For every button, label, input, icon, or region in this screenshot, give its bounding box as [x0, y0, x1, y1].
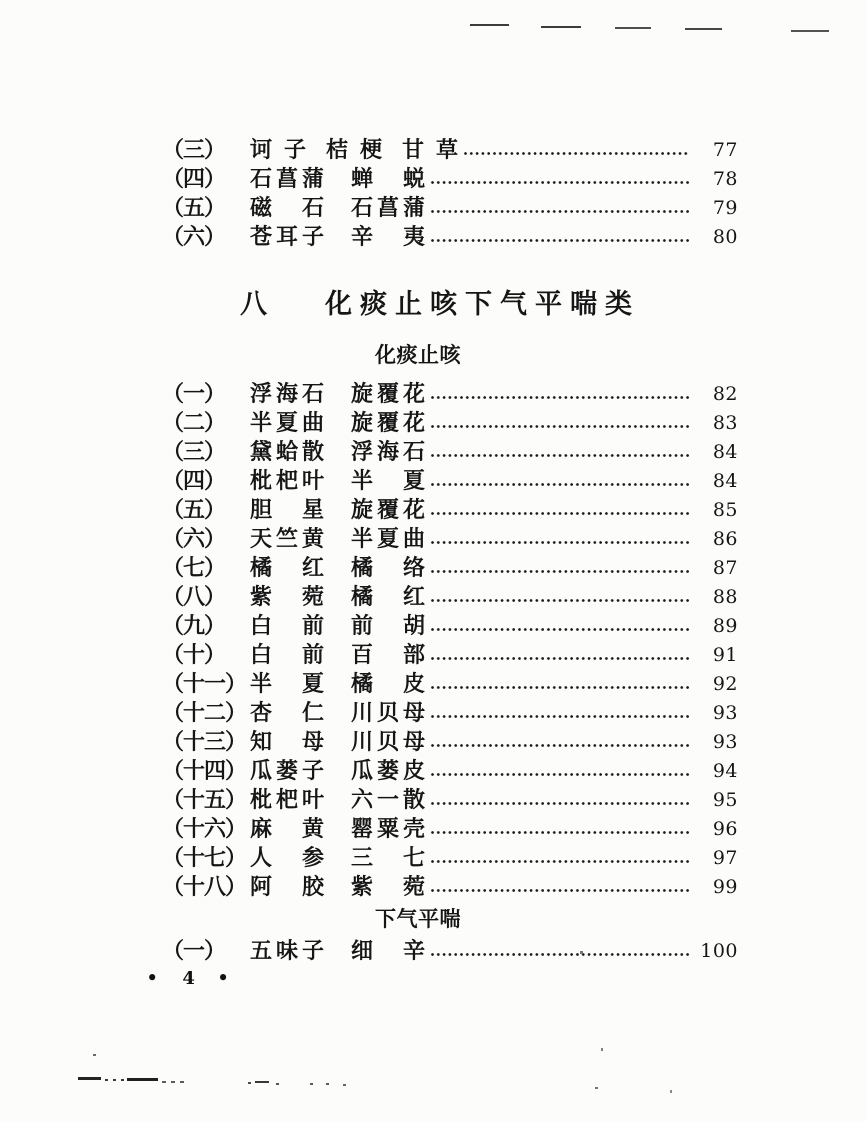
toc-entry-number: （十四）	[162, 759, 247, 784]
toc-entry	[162, 670, 738, 699]
dotted-leader	[430, 569, 689, 574]
dotted-leader	[430, 801, 689, 806]
herb-name: 川贝母	[351, 701, 425, 726]
toc-entry	[162, 612, 738, 641]
dotted-leader	[430, 627, 689, 632]
herb-name: 浮海石	[351, 440, 425, 465]
toc-entry-names	[250, 641, 425, 670]
toc-entry	[162, 786, 738, 815]
toc-entry-page: 86	[712, 528, 738, 550]
scan-artifact-dash	[255, 1081, 269, 1083]
toc-entry	[162, 194, 738, 223]
toc-entry	[162, 728, 738, 757]
toc-entry-page: 77	[712, 139, 738, 161]
herb-name: 甘 草	[402, 138, 458, 163]
toc-entry	[162, 844, 738, 873]
herb-name: 蝉 蜕	[351, 167, 425, 192]
herb-name: 苍耳子	[250, 225, 324, 250]
toc-entry-number: （一）	[162, 939, 226, 964]
toc-entry-number: （九）	[162, 614, 226, 639]
toc-entry-number: （三）	[162, 440, 226, 465]
scan-artifact-speck	[248, 1082, 251, 1084]
toc-entry	[162, 136, 738, 165]
toc-entry-names	[250, 136, 458, 165]
toc-entry	[162, 525, 738, 554]
herb-name: 旋覆花	[351, 498, 425, 523]
scan-artifact-dash	[78, 1077, 101, 1080]
toc-entry-number: （四）	[162, 469, 226, 494]
herb-name: 麻 黄	[250, 817, 324, 842]
dotted-leader	[430, 685, 689, 690]
scan-artifact-line	[791, 30, 829, 32]
toc-entry-page: 87	[712, 557, 738, 579]
page-footer	[146, 966, 229, 990]
herb-name: 三 七	[351, 846, 425, 871]
toc-entry-number: （十）	[162, 643, 226, 668]
herb-name: 旋覆花	[351, 411, 425, 436]
toc-entry-page: 97	[712, 847, 738, 869]
toc-entry-names	[250, 554, 425, 583]
herb-name: 枇杷叶	[250, 469, 324, 494]
toc-entry-number: （十七）	[162, 846, 247, 871]
toc-entry-number: （十六）	[162, 817, 247, 842]
dotted-leader	[430, 209, 689, 214]
herb-name: 黛蛤散	[250, 440, 324, 465]
dotted-leader	[430, 540, 689, 545]
toc-entry	[162, 757, 738, 786]
toc-entry-names	[250, 728, 425, 757]
herb-name: 胆 星	[250, 498, 324, 523]
herb-name: 浮海石	[250, 382, 324, 407]
herb-name: 旋覆花	[351, 382, 425, 407]
toc-entry-number: （十二）	[162, 701, 247, 726]
toc-entry-page: 78	[712, 168, 738, 190]
dotted-leader	[430, 482, 689, 487]
herb-name: 瓜蒌子	[250, 759, 324, 784]
herb-name: 辛 夷	[351, 225, 425, 250]
scan-artifact-line	[541, 26, 581, 28]
toc-entry-page: 84	[712, 470, 738, 492]
dotted-leader	[430, 888, 689, 893]
scan-artifact-speck	[343, 1084, 346, 1086]
scan-artifact-line	[470, 24, 509, 26]
toc-entry-page: 96	[712, 818, 738, 840]
scan-artifact-speck	[276, 1083, 279, 1085]
herb-name: 阿 胶	[250, 875, 324, 900]
toc-entry-names	[250, 757, 425, 786]
subsection-2-heading: 下气平喘	[375, 907, 461, 931]
toc-entry-number: （六）	[162, 225, 226, 250]
toc-entry-page: 89	[712, 615, 738, 637]
toc-entry	[162, 699, 738, 728]
toc-entry	[162, 583, 738, 612]
toc-entry-number: （五）	[162, 196, 226, 221]
section-title: 化痰止咳下气平喘类	[325, 289, 640, 320]
toc-entry-number: （二）	[162, 411, 226, 436]
toc-entry-number: （十八）	[162, 875, 247, 900]
section-number: 八	[240, 289, 267, 320]
toc-entry-names	[250, 194, 425, 223]
toc-entry-page: 88	[712, 586, 738, 608]
toc-entry-page: 99	[712, 876, 738, 898]
page-number: 4	[182, 967, 195, 989]
dotted-leader	[430, 395, 689, 400]
toc-entry-names	[250, 786, 425, 815]
dotted-leader	[430, 859, 689, 864]
herb-name: 半 夏	[351, 469, 425, 494]
toc-entry	[162, 380, 738, 409]
herb-name: 知 母	[250, 730, 324, 755]
dotted-leader	[430, 511, 689, 516]
subsection-1-heading: 化痰止咳	[375, 343, 461, 367]
toc-entry	[162, 438, 738, 467]
dotted-leader	[430, 714, 689, 719]
herb-name: 白 前	[250, 643, 324, 668]
toc-subsection-2-list	[162, 937, 738, 966]
toc-entry-names	[250, 670, 425, 699]
toc-entry-page: 85	[712, 499, 738, 521]
herb-name: 磁 石	[250, 196, 324, 221]
toc-entry-number: （十五）	[162, 788, 247, 813]
scan-artifact-speck	[580, 951, 583, 954]
scan-artifact-speck	[595, 1087, 598, 1089]
toc-entry	[162, 554, 738, 583]
toc-entry-number: （八）	[162, 585, 226, 610]
herb-name: 紫 菀	[351, 875, 425, 900]
toc-entry-names	[250, 496, 425, 525]
herb-name: 罂粟壳	[351, 817, 425, 842]
herb-name: 前 胡	[351, 614, 425, 639]
toc-entry-number: （五）	[162, 498, 226, 523]
dotted-leader	[430, 952, 689, 957]
toc-entry-names	[250, 844, 425, 873]
toc-entry-number: （十三）	[162, 730, 247, 755]
herb-name: 瓜蒌皮	[351, 759, 425, 784]
toc-entry-number: （四）	[162, 167, 226, 192]
toc-entry-page: 100	[700, 940, 738, 962]
dotted-leader	[430, 180, 689, 185]
herb-name: 紫 菀	[250, 585, 324, 610]
toc-entry	[162, 937, 738, 966]
herb-name: 石菖蒲	[250, 167, 324, 192]
scan-artifact-dots	[162, 1081, 188, 1083]
toc-entry-page: 83	[712, 412, 738, 434]
herb-name: 诃 子	[250, 138, 306, 163]
herb-name: 百 部	[351, 643, 425, 668]
toc-entry-names	[250, 612, 425, 641]
dotted-leader	[430, 453, 689, 458]
dotted-leader	[463, 151, 689, 156]
toc-entry	[162, 496, 738, 525]
toc-entry-number: （七）	[162, 556, 226, 581]
toc-entry	[162, 409, 738, 438]
toc-entry-names	[250, 380, 425, 409]
herb-name: 橘 红	[351, 585, 425, 610]
toc-subsection-1-list	[162, 380, 738, 902]
toc-entry-names	[250, 165, 425, 194]
scan-artifact-line	[685, 28, 722, 30]
herb-name: 半夏曲	[250, 411, 324, 436]
toc-entry	[162, 815, 738, 844]
toc-entry-page: 94	[712, 760, 738, 782]
herb-name: 川贝母	[351, 730, 425, 755]
toc-entry-page: 82	[712, 383, 738, 405]
herb-name: 半夏曲	[351, 527, 425, 552]
section-heading	[240, 288, 738, 322]
toc-entry-number: （三）	[162, 138, 226, 163]
toc-entry-page: 93	[712, 702, 738, 724]
scan-artifact-dash	[127, 1078, 158, 1081]
dotted-leader	[430, 598, 689, 603]
herb-name: 白 前	[250, 614, 324, 639]
herb-name: 橘 皮	[351, 672, 425, 697]
toc-content	[162, 136, 738, 966]
toc-entry-page: 91	[712, 644, 738, 666]
toc-entry-page: 95	[712, 789, 738, 811]
herb-name: 五味子	[250, 939, 324, 964]
toc-entry-names	[250, 525, 425, 554]
herb-name: 细 辛	[351, 939, 425, 964]
dotted-leader	[430, 238, 689, 243]
scan-artifact-dots	[105, 1079, 125, 1081]
scan-artifact-speck	[326, 1083, 329, 1085]
toc-entry-names	[250, 815, 425, 844]
toc-entry-names	[250, 467, 425, 496]
herb-name: 桔 梗	[326, 138, 382, 163]
toc-entry-names	[250, 223, 425, 252]
scan-artifact-speck	[670, 1090, 672, 1093]
scan-artifact-speck	[93, 1054, 96, 1056]
toc-entry-number: （一）	[162, 382, 226, 407]
toc-entry-page: 80	[712, 226, 738, 248]
toc-entry-names	[250, 699, 425, 728]
toc-entry-names	[250, 937, 425, 966]
toc-entry-page: 92	[712, 673, 738, 695]
toc-previous-section-list	[162, 136, 738, 252]
herb-name: 杏 仁	[250, 701, 324, 726]
herb-name: 橘 络	[351, 556, 425, 581]
dotted-leader	[430, 424, 689, 429]
dotted-leader	[430, 772, 689, 777]
herb-name: 天竺黄	[250, 527, 324, 552]
toc-entry-names	[250, 438, 425, 467]
toc-entry	[162, 165, 738, 194]
toc-entry-names	[250, 873, 425, 902]
toc-entry	[162, 467, 738, 496]
footer-ornament-dot: •	[216, 966, 230, 990]
herb-name: 半 夏	[250, 672, 324, 697]
toc-entry	[162, 223, 738, 252]
dotted-leader	[430, 656, 689, 661]
herb-name: 六一散	[351, 788, 425, 813]
scan-artifact-speck	[310, 1083, 313, 1085]
scan-artifact-speck	[601, 1048, 603, 1051]
herb-name: 人 参	[250, 846, 324, 871]
toc-entry-page: 84	[712, 441, 738, 463]
toc-entry-names	[250, 583, 425, 612]
toc-entry-page: 79	[712, 197, 738, 219]
footer-ornament-dot: •	[146, 966, 159, 990]
dotted-leader	[430, 830, 689, 835]
toc-entry-page: 93	[712, 731, 738, 753]
toc-entry	[162, 873, 738, 902]
toc-entry	[162, 641, 738, 670]
toc-entry-number: （十一）	[162, 672, 247, 697]
scan-artifact-line	[615, 27, 651, 29]
herb-name: 橘 红	[250, 556, 324, 581]
toc-entry-number: （六）	[162, 527, 226, 552]
herb-name: 枇杷叶	[250, 788, 324, 813]
herb-name: 石菖蒲	[351, 196, 425, 221]
dotted-leader	[430, 743, 689, 748]
toc-entry-names	[250, 409, 425, 438]
